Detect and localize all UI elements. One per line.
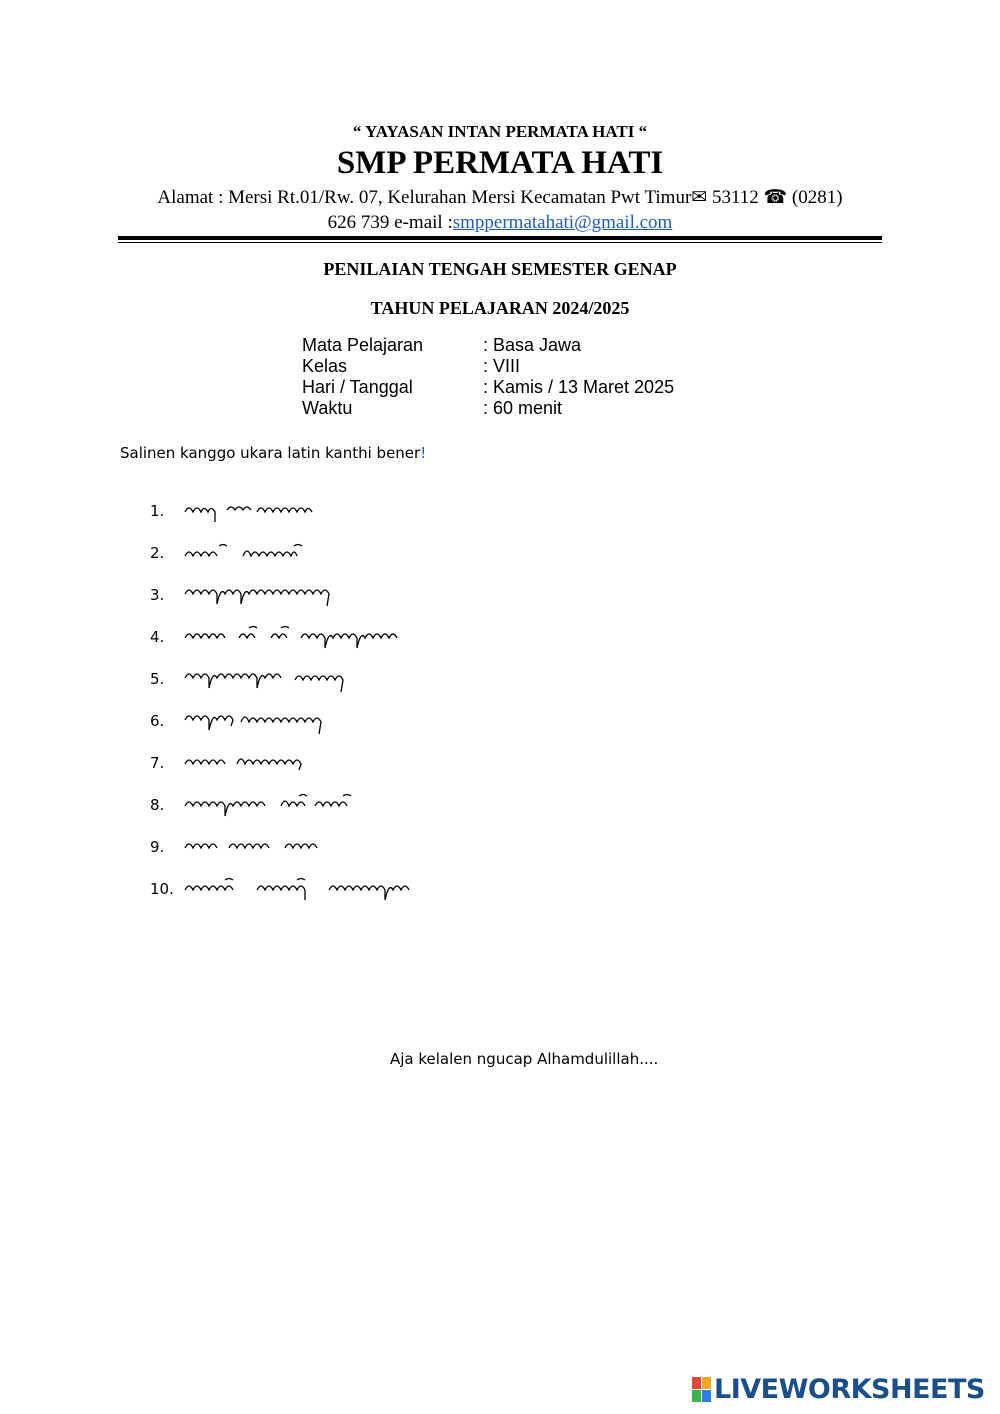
header-divider-thick: [118, 236, 882, 240]
info-value: : VIII: [483, 356, 521, 376]
question-number: 4.: [150, 628, 165, 646]
info-value: : Kamis / 13 Maret 2025: [483, 377, 675, 397]
exam-year: TAHUN PELAJARAN 2024/2025: [370, 298, 630, 318]
question-item: [150, 874, 423, 904]
question-number: 8.: [150, 796, 165, 814]
info-row-time: [302, 398, 674, 419]
javanese-script-image: [183, 790, 363, 820]
question-item: [150, 706, 333, 736]
instruction-punctuation: !: [420, 444, 427, 462]
info-row-subject: [302, 335, 674, 356]
instruction: [120, 444, 426, 462]
info-row-class: [302, 356, 674, 377]
info-label: Waktu: [302, 398, 353, 418]
javanese-script-image: [183, 496, 333, 526]
postal-code: 53112: [707, 187, 764, 208]
javanese-script-image: [183, 580, 358, 610]
telephone-icon: ☎: [763, 187, 788, 208]
info-value: : 60 menit: [483, 398, 563, 418]
info-label: Mata Pelajaran: [302, 335, 424, 355]
question-number: 6.: [150, 712, 165, 730]
phone-area-code: (0281): [787, 187, 843, 208]
closing-message: Aja kelalen ngucap Alhamdulillah....: [390, 1050, 659, 1068]
liveworksheets-logo: [692, 1374, 985, 1405]
question-item: [150, 622, 423, 652]
school-name: SMP PERMATA HATI: [336, 145, 664, 181]
email-link[interactable]: smppermatahati@gmail.com: [452, 212, 673, 233]
info-label: Hari / Tanggal: [302, 377, 413, 397]
info-row-date: [302, 377, 674, 398]
javanese-script-image: [183, 622, 423, 652]
question-number: 3.: [150, 586, 165, 604]
question-item: [150, 538, 333, 568]
question-number: 10.: [150, 880, 174, 898]
header-divider-thin: [118, 242, 882, 243]
question-number: 7.: [150, 754, 165, 772]
javanese-script-image: [183, 538, 333, 568]
javanese-script-image: [183, 832, 333, 862]
address-line-1: [0, 186, 1000, 209]
javanese-script-image: [183, 874, 423, 904]
question-item: [150, 664, 353, 694]
info-value: : Basa Jawa: [483, 335, 582, 355]
logo-text: LIVEWORKSHEETS: [714, 1374, 985, 1405]
foundation-name: “ YAYASAN INTAN PERMATA HATI “: [352, 122, 648, 141]
question-item: [150, 748, 313, 778]
info-label: Kelas: [302, 356, 348, 376]
question-number: 1.: [150, 502, 165, 520]
question-number: 2.: [150, 544, 165, 562]
address-line-2: [0, 212, 1000, 234]
instruction-text: Salinen kanggo ukara latin kanthi bener: [120, 444, 421, 462]
envelope-icon: ✉: [691, 187, 708, 208]
question-item: [150, 580, 358, 610]
javanese-script-image: [183, 664, 353, 694]
question-number: 5.: [150, 670, 165, 688]
javanese-script-image: [183, 748, 313, 778]
logo-mark-icon: [692, 1377, 711, 1402]
question-number: 9.: [150, 838, 165, 856]
javanese-script-image: [183, 706, 333, 736]
question-item: [150, 832, 333, 862]
exam-title: PENILAIAN TENGAH SEMESTER GENAP: [323, 259, 677, 279]
phone-and-email-label: 626 739 e-mail :: [327, 212, 453, 233]
address-text: Alamat : Mersi Rt.01/Rw. 07, Kelurahan Mersi Kecamatan Pwt Timur: [157, 187, 692, 208]
question-item: [150, 496, 333, 526]
exam-info: [302, 335, 674, 419]
question-item: [150, 790, 363, 820]
